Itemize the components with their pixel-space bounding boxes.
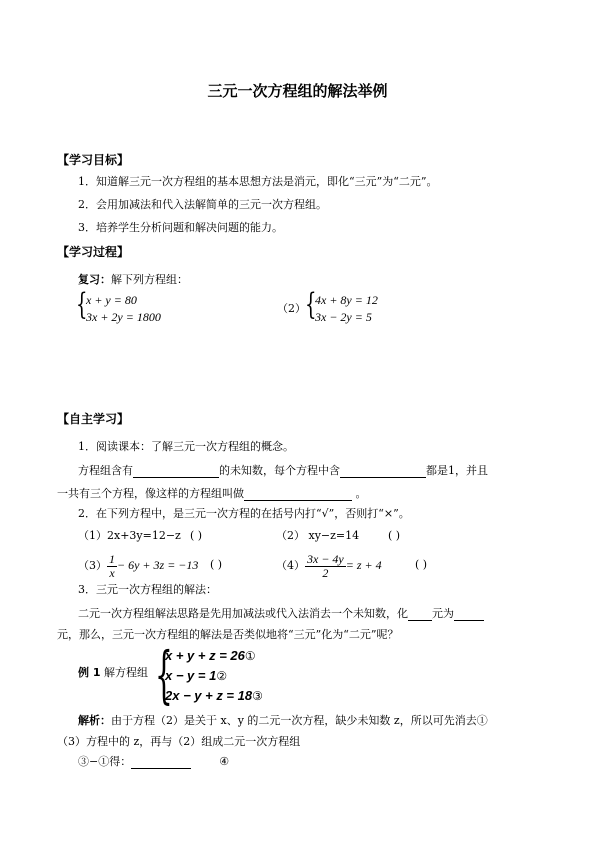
example-label: 例 1 解方程组 [78,666,148,679]
paragraph: 元，那么，三元一次方程组的解法是否类似地将“三元”化为“二元”呢？ [57,628,399,641]
item-2: （2） xy−z=14 [276,529,360,542]
page-title: 三元一次方程组的解法举例 [207,82,388,100]
objectives-heading: 【学习目标】 [57,153,130,167]
question-3: 3．三元一次方程组的解法： [78,583,217,596]
analysis-line: 解析：由于方程（2）是关于 x、y 的二元一次方程，缺少未知数 z，所以可先消去① [78,714,488,727]
fraction: $\frac{3x - 4y}{2}$ [307,551,344,580]
answer-parens[interactable]: ( ) [190,529,203,542]
equation: 2x − y + z = 18③ [165,688,263,703]
analysis-line: （3）方程中的 z，再与（2）组成二元一次方程组 [57,735,301,748]
blank[interactable] [340,465,426,478]
step-line: ③−①得： ④ [78,755,230,768]
item-1: （1）2x+3y=12−z [78,529,181,542]
process-heading: 【学习过程】 [57,245,130,259]
blank[interactable] [408,608,432,621]
objective-item: 3．培养学生分析问题和解决问题的能力。 [78,221,283,234]
objective-item: 2．会用加减法和代入法解简单的三元一次方程组。 [78,198,327,211]
answer-parens[interactable]: ( ) [415,558,428,571]
review-line [78,273,188,287]
equation: 4x + 8y = 12 [315,293,378,307]
system-2 [315,292,378,326]
fraction: $\frac{1}{x}$ [109,551,115,580]
system-brace: { [155,638,173,711]
equation: x + y = 80 [86,293,137,307]
item-3: （3） $\frac{1}{x}$ − 6y + 3z = −13 [78,551,199,580]
system-brace: { [76,287,88,322]
fill-in-line: 二元一次方程组解法思路是先用加减法或代入法消去一个未知数，化 元为 [78,607,484,621]
fill-in-line: 一共有三个方程，像这样的方程组叫做 。 [57,487,367,500]
blank[interactable] [454,608,484,621]
system-1 [86,292,161,326]
review-text: 解下列方程组： [111,273,188,286]
fill-in-line: 方程组含有 的未知数，每个方程中含 都是1，并且 [78,464,488,477]
equation: 3x − 2y = 5 [315,310,372,324]
equation: 3x + 2y = 1800 [86,310,161,324]
item-4: （4） $\frac{3x - 4y}{2}$ = z + 4 [276,551,382,580]
objective-item: 1．知道解三元一次方程组的基本思想方法是消元，即化“三元”为“二元”。 [78,175,438,188]
answer-parens[interactable]: ( ) [210,558,223,571]
equation: x + y + z = 26① [165,648,256,663]
blank[interactable] [131,756,191,769]
review-label: 复习： [78,273,111,286]
system-2-label: （2） [277,302,306,315]
answer-parens[interactable]: ( ) [388,529,401,542]
question-2: 2．在下列方程中，是三元一次方程的在括号内打“√”，否则打“×”。 [78,507,410,520]
equation: x − y = 1② [165,668,228,683]
blank[interactable] [133,465,219,478]
system-brace: { [305,287,317,322]
paragraph: 1．阅读课本：了解三元一次方程组的概念。 [78,440,294,453]
example-system [165,646,263,706]
self-study-heading: 【自主学习】 [57,412,130,426]
blank[interactable] [244,488,352,501]
